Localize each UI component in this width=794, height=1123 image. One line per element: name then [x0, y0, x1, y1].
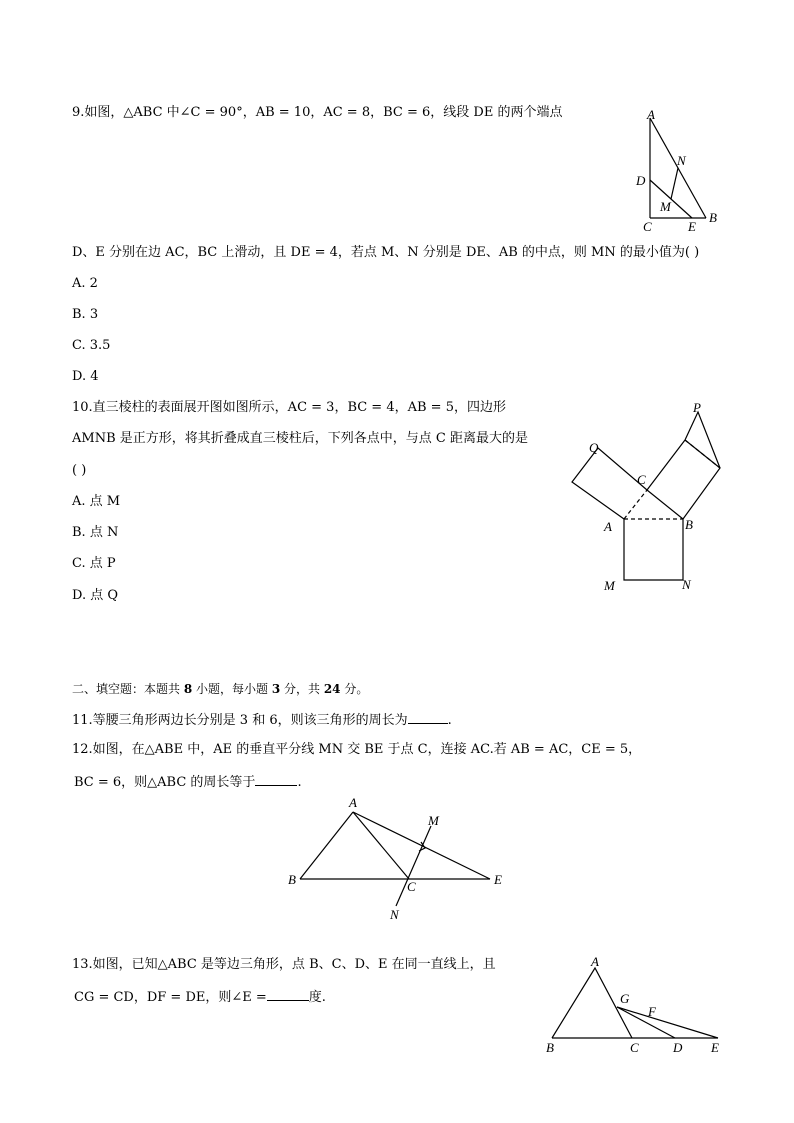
q9-option-d[interactable]: D. 4	[72, 369, 99, 384]
q13-label-a: A	[591, 954, 599, 969]
q9-option-b[interactable]: B. 3	[72, 307, 99, 322]
q11-stem: 11.等腰三角形两边长分别是 3 和 6，则该三角形的周长为 .	[72, 713, 452, 728]
q13-label-e: E	[711, 1040, 719, 1055]
q10-option-c[interactable]: C. 点 P	[72, 556, 116, 571]
q9-label-b: B	[709, 210, 717, 225]
q9-stem-line2: D、E 分别在边 AC，BC 上滑动，且 DE = 4，若点 M、N 分别是 DE、AB 的中点，则 MN 的最小值为( )	[72, 245, 700, 260]
q10-stem-line1: 10.直三棱柱的表面展开图如图所示，AC = 3，BC = 4，AB = 5，四边形	[72, 400, 506, 415]
q13-label-d: D	[673, 1040, 683, 1055]
q12-answer-blank[interactable]	[255, 773, 297, 786]
q12-label-c: C	[407, 879, 416, 894]
q9-label-d: D	[636, 173, 646, 188]
q9-label-n: N	[677, 153, 686, 168]
q9-stem-line1: 9.如图，△ABC 中∠C = 90°，AB = 10，AC = 8，BC = 6，线段 DE 的两个端点	[72, 105, 563, 120]
q13-label-b: B	[546, 1040, 554, 1055]
q10-stem-line3: ( )	[72, 463, 87, 478]
q10-stem-line2: AMNB 是正方形，将其折叠成直三棱柱后，下列各点中，与点 C 距离最大的是	[72, 431, 528, 446]
q12-label-b: B	[288, 872, 296, 887]
q13-answer-blank[interactable]	[267, 988, 309, 1001]
q12-label-e: E	[494, 872, 502, 887]
q11-answer-blank[interactable]	[408, 711, 448, 724]
q9-option-c[interactable]: C. 3.5	[72, 338, 111, 353]
q13-label-f: F	[648, 1004, 656, 1019]
q10-label-q: Q	[589, 440, 599, 455]
q10-label-a: A	[604, 519, 612, 534]
q10-option-d[interactable]: D. 点 Q	[72, 588, 119, 603]
q10-label-n: N	[682, 577, 691, 592]
q9-option-a[interactable]: A. 2	[72, 276, 98, 291]
q9-label-m: M	[660, 199, 671, 214]
q13-stem-line2: CG = CD，DF = DE，则∠E = 度.	[74, 990, 326, 1005]
q12-stem-line1: 12.如图，在△ABE 中，AE 的垂直平分线 MN 交 BE 于点 C，连接 AC.若 AB = AC，CE = 5，	[72, 742, 642, 757]
section-2-header: 二、填空题：本题共 8 小题，每小题 3 分，共 24 分。	[72, 682, 369, 696]
q9-label-e: E	[688, 219, 696, 234]
q12-stem-line2: BC = 6，则△ABC 的周长等于 .	[74, 775, 302, 790]
q10-label-p: P	[693, 400, 701, 415]
q9-label-a: A	[647, 107, 655, 122]
q10-label-b: B	[685, 517, 693, 532]
q12-label-m: M	[428, 813, 439, 828]
q10-label-c: C	[637, 472, 646, 487]
q10-option-a[interactable]: A. 点 M	[72, 494, 121, 509]
q13-stem-line1: 13.如图，已知△ABC 是等边三角形，点 B、C、D、E 在同一直线上，且	[72, 957, 496, 972]
q13-label-c: C	[630, 1040, 639, 1055]
q10-label-m: M	[604, 578, 615, 593]
q12-label-a: A	[349, 795, 357, 810]
q10-option-b[interactable]: B. 点 N	[72, 525, 119, 540]
q13-label-g: G	[620, 991, 630, 1006]
q12-label-n: N	[390, 907, 399, 922]
q9-label-c: C	[643, 219, 652, 234]
